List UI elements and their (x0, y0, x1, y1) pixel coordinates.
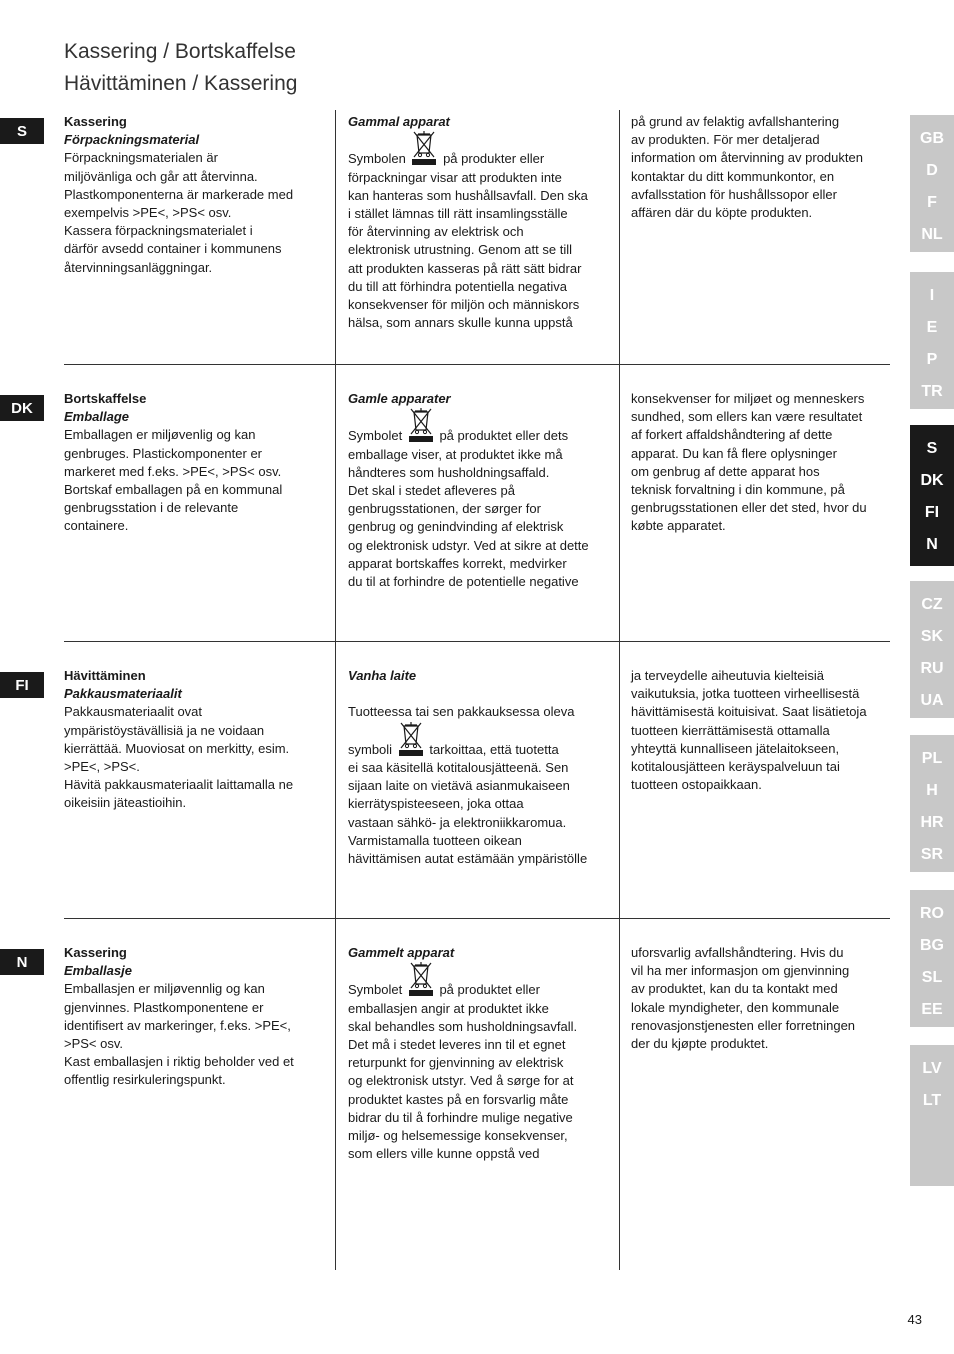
weee-bin-icon (409, 149, 439, 163)
weee-bin-icon (406, 980, 436, 994)
text-line: ympäristöystävällisiä ja ne voidaan (64, 722, 265, 738)
text-line: og elektronisk utstyr. Ved å sørge for at (348, 1073, 574, 1089)
text-line: Förpackningsmaterialen är (64, 150, 218, 166)
language-e[interactable]: E (926, 319, 938, 336)
text-line: elektronisk utrustning. Genom att se till (348, 242, 572, 258)
section-heading: Kassering (64, 945, 127, 960)
text-line: som ellers ville kunne oppstå ved (348, 1146, 540, 1162)
page-title-line-1: Kassering / Bortskaffelse (64, 40, 296, 63)
text-line: genbrug og genindvinding af elektrisk (348, 519, 564, 535)
text-line: konsekvenser for miljøet og menneskers (631, 391, 865, 406)
text-line: återvinningsanläggningar. (64, 259, 213, 275)
text-line: i stället lämnas till rätt insamlingsställe (348, 206, 568, 221)
text-line: av produkten. För mer detaljerad (631, 132, 820, 148)
text-line: Emballagen er miljøvenlig og kan (64, 427, 256, 443)
text-line: Det skal i stedet afleveres på (348, 483, 515, 498)
section-heading: Hävittäminen (64, 668, 146, 683)
text-line: containere. (64, 518, 129, 534)
symbol-text-before: Symbolen (348, 151, 406, 167)
text-line: miljø- og helsemessige konsekvenser, (348, 1128, 568, 1144)
symbol-text-after: tarkoittaa, että tuotetta (429, 741, 559, 757)
weee-bin-icon (396, 740, 426, 754)
symbol-text-before: Symbolet (348, 428, 403, 444)
text-line: kierrättää. Muoviosat on merkitty, esim. (64, 740, 290, 756)
text-line: >PS< osv. (64, 1036, 124, 1052)
page-number: 43 (907, 1312, 922, 1327)
section-tab-n: N (0, 949, 44, 975)
old-appliance-column (348, 667, 610, 868)
language-sl[interactable]: SL (921, 969, 943, 986)
column-divider-2 (619, 110, 620, 1270)
language-group (910, 1045, 954, 1186)
section-subheading: Emballasje (64, 963, 132, 979)
text-line: skal behandles som husholdningsavfall. (348, 1018, 578, 1034)
language-fi[interactable]: FI (924, 504, 940, 521)
section-n (64, 944, 890, 1214)
text-line: för återvinning av elektrisk och (348, 224, 524, 240)
continuation-column (631, 944, 893, 1053)
continuation-column (631, 667, 893, 794)
text-line: kierrätyspisteeseen, joka ottaa (348, 796, 524, 812)
text-line: Tuotteessa tai sen pakkauksessa oleva (348, 704, 575, 720)
text-line: Det må i stedet leveres inn til et egnet (348, 1037, 566, 1052)
language-f[interactable]: F (927, 194, 937, 211)
text-line: tuotteen kierrättämisestä ottamalla (631, 722, 830, 738)
old-appliance-column (348, 944, 610, 1163)
text-line: bidrar du til å forhindre mulige negative (348, 1109, 573, 1125)
language-ru[interactable]: RU (920, 660, 944, 677)
column-divider-1 (335, 110, 336, 1270)
page-title-line-2: Hävittäminen / Kassering (64, 72, 298, 95)
section-heading: Bortskaffelse (64, 391, 147, 406)
text-line: vastaan sähkö- ja elektroniikkaromua. (348, 814, 567, 830)
text-line: kotitalousjätteen keräyspalveluun tai (631, 759, 840, 775)
text-line: om genbrug af dette apparat hos (631, 463, 820, 479)
language-group (910, 425, 954, 566)
text-line: sijaan laite on vietävä asianmukaiseen (348, 778, 570, 794)
text-line: genbrugsstation i de relevante (64, 500, 239, 516)
language-group (910, 735, 954, 872)
text-line: på grund av felaktig avfallshantering (631, 114, 840, 129)
symbol-text-before: Symbolet (348, 982, 403, 998)
text-line: returpunkt for gjenvinning av elektrisk (348, 1055, 564, 1071)
language-group (910, 890, 954, 1027)
text-line: >PE<, >PS<. (64, 759, 140, 775)
text-line: Pakkausmateriaalit ovat (64, 704, 203, 720)
text-line: Kast emballasjen i riktig beholder ved et (64, 1054, 294, 1070)
text-line: oikeisiin jäteastioihin. (64, 795, 187, 811)
symbol-text-after: på produktet eller dets (439, 428, 569, 444)
text-line: genbrugsstationen, der sørger for (348, 501, 541, 517)
text-line: Bortskaf emballagen på en kommunal (64, 482, 283, 498)
language-group (910, 272, 954, 409)
section-divider (64, 918, 890, 919)
section-heading: Kassering (64, 114, 127, 129)
text-line: genbrugsstationen eller det sted, hvor du (631, 500, 867, 516)
text-line: yhteyttä kunnalliseen jätelaitokseen, (631, 740, 840, 756)
appliance-heading: Vanha laite (348, 668, 417, 683)
text-line: miljövänliga och går att återvinna. (64, 168, 258, 184)
section-divider (64, 364, 890, 365)
language-ua[interactable]: UA (920, 692, 944, 709)
text-line: av produktet, kan du ta kontakt med (631, 981, 838, 997)
language-dk[interactable]: DK (920, 472, 944, 489)
text-line: ei saa käsitellä kotitalousjätteenä. Sen (348, 759, 569, 775)
section-divider (64, 641, 890, 642)
text-line: købte apparatet. (631, 518, 726, 534)
text-line: konsekvenser för miljön och människors (348, 297, 580, 313)
section-fi (64, 667, 890, 937)
packaging-column (64, 944, 322, 1090)
old-appliance-column (348, 113, 610, 332)
language-cz[interactable]: CZ (921, 596, 943, 613)
text-line: Kassera förpackningsmaterialet i (64, 223, 253, 239)
appliance-heading: Gammelt apparat (348, 945, 455, 960)
language-ro[interactable]: RO (920, 905, 944, 922)
text-line: identifisert av markeringer, f.eks. >PE<, (64, 1017, 291, 1033)
text-line: affären där du köpte produkten. (631, 205, 813, 221)
language-i[interactable]: I (929, 287, 935, 304)
text-line: vil ha mer informasjon om gjenvinning (631, 963, 850, 979)
language-ee[interactable]: EE (921, 1001, 943, 1018)
text-line: apparat. Du kan få flere oplysninger (631, 445, 837, 461)
text-line: därför avsedd container i kommunens (64, 241, 282, 257)
section-tab-fi: FI (0, 672, 44, 698)
text-line: og elektronisk udstyr. Ved at sikre at dette (348, 537, 589, 553)
language-d[interactable]: D (926, 162, 938, 179)
symbol-text-after: på produkter eller (443, 151, 545, 167)
text-line: markeret med f.eks. >PE<, >PS< osv. (64, 463, 282, 479)
text-line: exempelvis >PE<, >PS< osv. (64, 205, 232, 221)
language-hr[interactable]: HR (920, 814, 944, 831)
language-bg[interactable]: BG (920, 937, 944, 954)
text-line: Plastkomponenterna är markerade med (64, 186, 294, 202)
text-line: hälsa, som annars skulle kunna uppstå (348, 315, 573, 331)
language-lv[interactable]: LV (922, 1060, 942, 1077)
text-line: tuotteen ostopaikkaan. (631, 777, 762, 793)
text-line: du til at forhindre de potentielle negative (348, 574, 579, 590)
packaging-column (64, 390, 322, 536)
packaging-column (64, 113, 322, 277)
language-sk[interactable]: SK (920, 628, 944, 645)
section-dk (64, 390, 890, 660)
section-subheading: Emballage (64, 409, 130, 425)
text-line: information om återvinning av produkten (631, 150, 863, 166)
text-line: uforsvarlig avfallshåndtering. Hvis du (631, 945, 844, 960)
appliance-heading: Gamle apparater (348, 391, 451, 406)
text-line: kontaktar du ditt kommunkontor, en (631, 168, 835, 184)
language-nl[interactable]: NL (921, 226, 943, 243)
text-line: offentlig resirkuleringspunkt. (64, 1072, 226, 1088)
text-line: du till att förhindra potentiella negativa (348, 278, 567, 294)
text-line: ja terveydelle aiheutuvia kielteisiä (631, 668, 824, 683)
text-line: vaikutuksia, jotka tuotteen virheellisestä (631, 686, 860, 702)
text-line: förpackningar visar att produkten inte (348, 169, 562, 185)
old-appliance-column (348, 390, 610, 591)
text-line: emballage viser, at produktet ikke må (348, 446, 563, 462)
language-gb[interactable]: GB (920, 130, 944, 147)
text-line: produktet kastes på en forsvarlig måte (348, 1091, 569, 1107)
text-line: teknisk forvaltning i din kommune, på (631, 482, 845, 498)
text-line: renovasjonstjenesten eller forretningen (631, 1017, 856, 1033)
text-line: Varmistamalla tuotteen oikean (348, 832, 522, 848)
language-pl[interactable]: PL (921, 750, 943, 767)
text-line: att produkten kasseras på rätt sätt bidrar (348, 260, 582, 276)
language-lt[interactable]: LT (922, 1092, 942, 1109)
language-n[interactable]: N (926, 536, 938, 553)
continuation-column (631, 113, 893, 222)
text-line: avfallsstation för hushållssopor eller (631, 186, 837, 202)
text-line: hävittämisen autat estämään ympäristölle (348, 851, 588, 866)
continuation-column (631, 390, 893, 536)
text-line: håndteres som husholdningsaffald. (348, 464, 550, 480)
text-line: lokale myndigheter, den kommunale (631, 999, 840, 1015)
symbol-text-after: på produktet eller (439, 982, 540, 998)
language-sr[interactable]: SR (920, 846, 944, 863)
text-line: Emballasjen er miljøvennlig og kan (64, 981, 265, 997)
section-subheading: Förpackningsmaterial (64, 132, 200, 148)
language-p[interactable]: P (926, 351, 938, 368)
text-line: emballasjen angir at produktet ikke (348, 1000, 549, 1016)
language-h[interactable]: H (926, 782, 938, 799)
text-line: sundhed, som ellers kan være resultatet (631, 409, 863, 425)
text-line: hävittämisestä koituisivat. Saat lisätietoja (631, 704, 867, 720)
text-line: der du kjøpte produktet. (631, 1036, 769, 1052)
packaging-column (64, 667, 322, 813)
text-line: genbruges. Plastickomponenter er (64, 445, 263, 461)
language-group (910, 581, 954, 718)
section-tab-dk: DK (0, 395, 44, 421)
text-line: kan hanteras som hushållsavfall. Den ska (348, 187, 588, 203)
appliance-heading: Gammal apparat (348, 114, 450, 129)
section-subheading: Pakkausmateriaalit (64, 686, 182, 702)
text-line: af forkert affaldshåndtering af dette (631, 427, 833, 443)
language-tr[interactable]: TR (921, 383, 943, 400)
section-tab-s: S (0, 118, 44, 144)
weee-bin-icon (406, 426, 436, 440)
symbol-text-before: symboli (348, 741, 393, 757)
language-group (910, 115, 954, 252)
text-line: Hävitä pakkausmateriaalit laittamalla ne (64, 777, 294, 793)
language-s[interactable]: S (926, 440, 938, 457)
text-line: apparat bortskaffes korrekt, medvirker (348, 555, 567, 571)
text-line: gjenvinnes. Plastkomponentene er (64, 999, 264, 1015)
section-s (64, 113, 890, 383)
